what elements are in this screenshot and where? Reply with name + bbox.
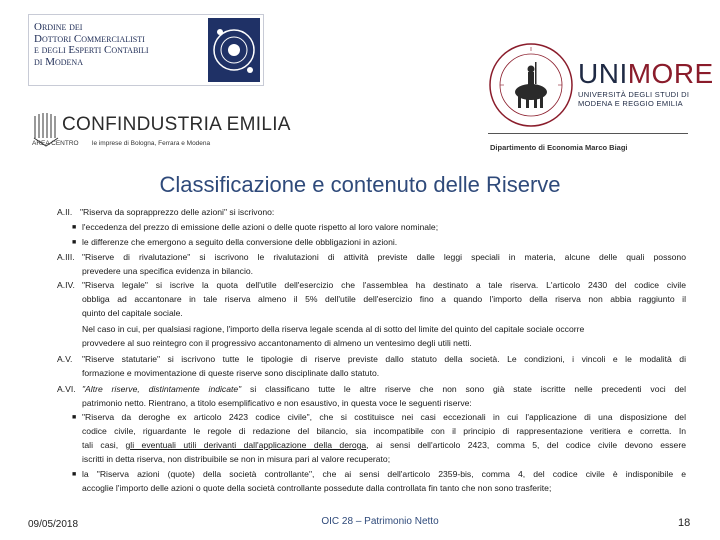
footer-date: 09/05/2018 [28,519,79,530]
bullet-icon: ■ [72,239,77,246]
a2-bullet-2: le differenze che emergono a seguito della conversione delle obbligazioni in azioni. [82,237,398,247]
ordine-line-3: e degli Esperti Contabili [34,44,149,56]
a6-b1-l3-underlined: gli eventuali utili derivanti dall'applicazione della deroga [125,440,367,450]
a4-line-4: Nel caso in cui, per qualsiasi ragione, l'importo della riserva legale scenda al di sotto del limite del quinto del capitale sociale occorre [82,324,585,334]
unimore-uni: UNI [578,58,628,89]
a6-b1-l3-post: , ai sensi dell'articolo 2423, comma 5, del codice civile devono essere [366,440,686,450]
confindustria-name: CONFINDUSTRIA EMILIA [62,114,291,135]
a4-line-2: obbliga ad accantonare in tale riserva almeno il 5% dell'utile dell'esercizio fino a quando l'importo della riserva non abbia raggiunto il [82,294,686,304]
department-name: Dipartimento di Economia Marco Biagi [490,143,628,152]
a2-label: A.II. [57,207,73,217]
a6-italic-title: "Altre riserve, distintamente indicate" [82,384,242,394]
a6-b1-line-2: codice civile, riguardante le regole di redazione del bilancio, sia incompatibile con il principio di rappresentazione veritiera e corretta. In [82,426,686,436]
department-divider [488,133,688,134]
bullet-icon: ■ [72,414,77,421]
a6-b1-line-4: iscritti in detta riserva, non distribuibile se non in misura pari al valore recuperato; [82,454,391,464]
a6-b2-line-2: accoglie l'importo delle azioni o quote della società controllante possedute dalla controllata fin tanto che non sono trasferite; [82,483,552,493]
a6-line-1 [82,384,686,395]
ordine-line-2: Dottori Commercialisti [34,32,145,45]
a5-line-2: formazione e movimentazione di queste riserve sono disciplinate dallo statuto. [82,368,380,378]
a6-b1-line-3 [82,440,686,451]
a4-line-1: "Riserva legale" si iscrive la quota dell'utile dell'esercizio che l'assemblea ha destinato a tale riserva. L'articolo 2430 del codice civile [82,280,686,290]
a6-line-1-rest: si classificano tutte le altre riserve che non sono già state iscritte nelle precedenti voci del [241,384,686,394]
a4-label: A.IV. [57,280,75,290]
ordine-line-4: di Modena [34,55,83,68]
a3-line-1: "Riserve di rivalutazione" si iscrivono le rivalutazioni di attività previste dalle leggi speciali in materia, alcune delle quali possono [82,252,686,262]
a3-line-2: prevedere una specifica evidenza in bilancio. [82,266,254,276]
unimore-wordmark [578,58,714,90]
unimore-seal-icon [488,42,574,128]
confindustria-area: AREA CENTRO [32,140,79,147]
bullet-icon: ■ [72,224,77,231]
a6-b1-line-1: "Riserva da deroghe ex articolo 2423 codice civile", che si costituisce nei casi eccezionali in cui l'applicazione di una disposizione del [82,412,686,422]
footer-title: OIC 28 – Patrimonio Netto [321,516,439,527]
a6-b1-l3-pre: tali casi, [82,440,126,450]
a5-label: A.V. [57,354,73,364]
unimore-line-2: MODENA E REGGIO EMILIA [578,99,683,108]
a2-text: "Riserva da soprapprezzo delle azioni" si iscrivono: [80,207,275,217]
a6-label: A.VI. [57,384,76,394]
ordine-name [34,22,204,68]
unimore-more: MORE [627,58,714,89]
unimore-line-1: UNIVERSITÀ DEGLI STUDI DI [578,90,690,99]
a6-b2-line-1: la "Riserva azioni (quote) della società controllante", che ai sensi dell'articolo 2359-bis, comma 4, del codice civile è indisponibile e [82,469,686,479]
a5-line-1: "Riserve statutarie" si iscrivono tutte le tipologie di riserve previste dallo statuto della società. Le condizioni, i vincoli e le modalità di [82,354,686,364]
slide-title: Classificazione e contenuto delle Riserve [159,172,561,197]
bullet-icon: ■ [72,471,77,478]
a4-line-5: provvedere al suo reintegro con il progressivo accantonamento di almeno un ventesimo degli utili netti. [82,338,472,348]
a4-line-3: quinto del capitale sociale. [82,308,183,318]
ordine-line-1: Ordine dei [34,21,83,33]
confindustria-subtitle: le imprese di Bologna, Ferrara e Modena [92,140,211,147]
a6-line-2: patrimonio netto. Rientrano, a titolo esemplificativo e non esaustivo, in questa voce le seguenti riserve: [82,398,472,408]
a2-bullet-1: l'eccedenza del prezzo di emissione delle azioni o delle quote rispetto al loro valore nominale; [82,222,439,232]
a3-label: A.III. [57,252,75,262]
page-number: 18 [678,517,691,529]
